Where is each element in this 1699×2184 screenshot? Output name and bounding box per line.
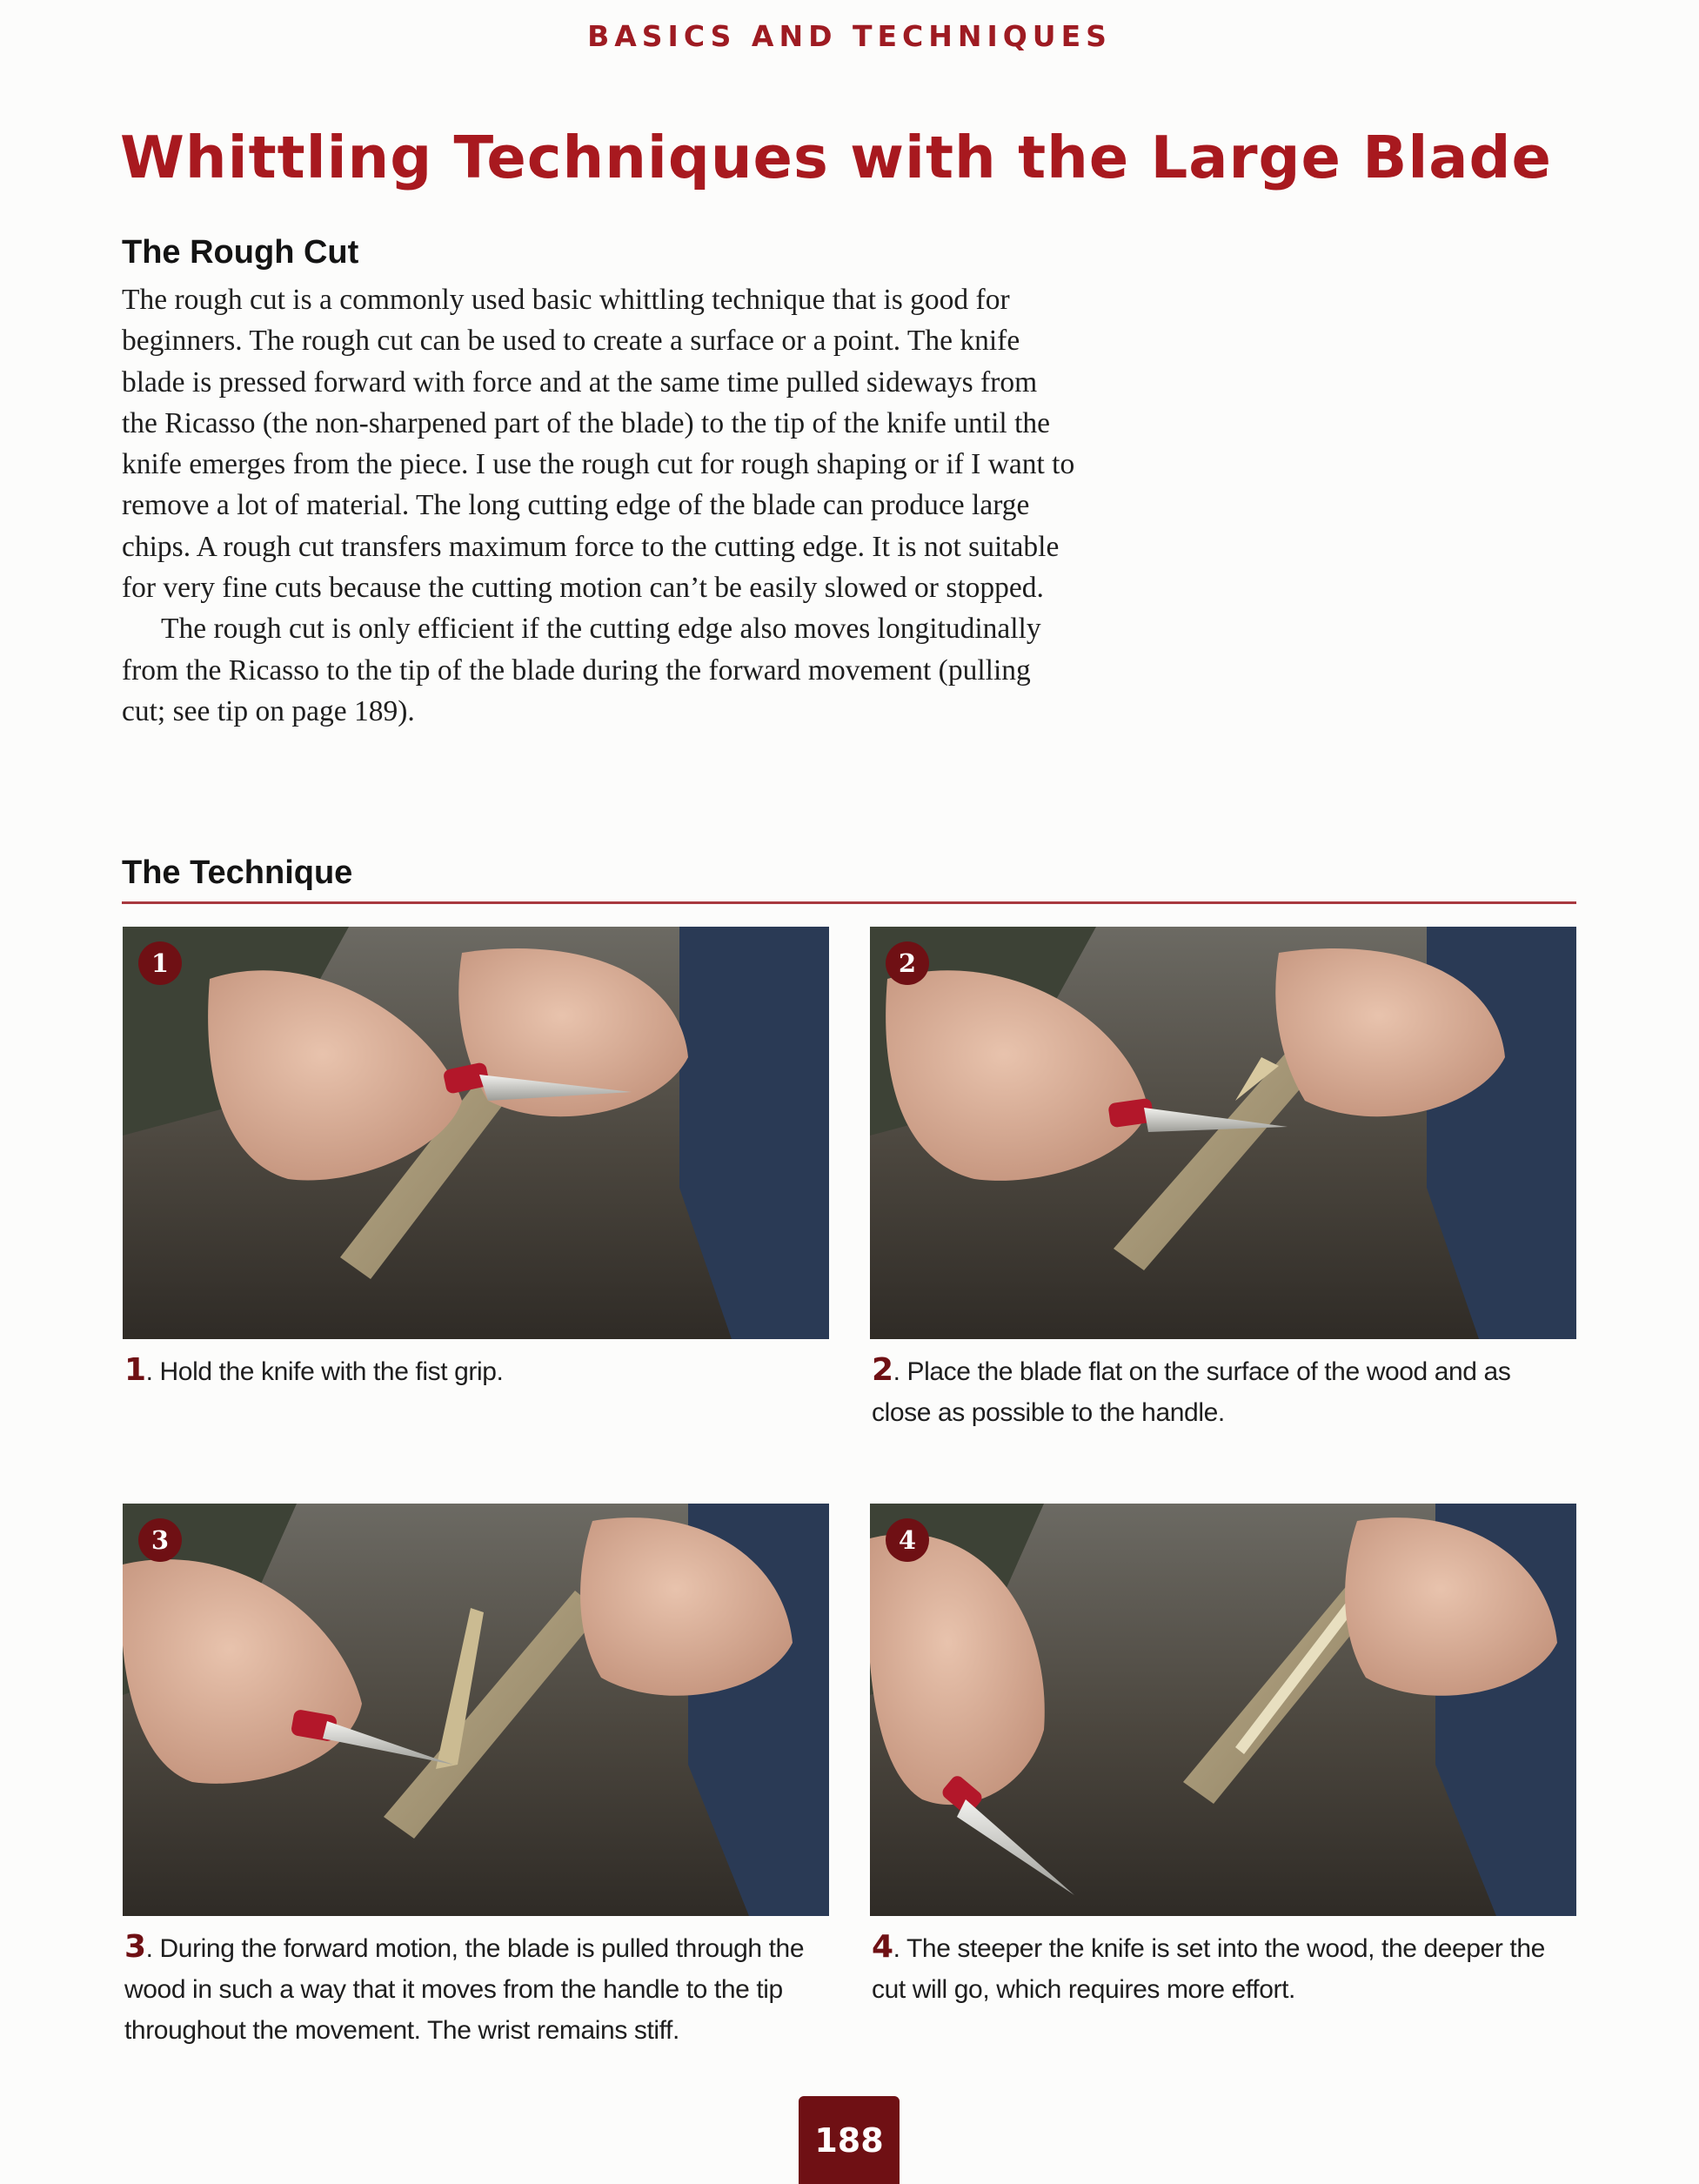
page-number: 188	[799, 2096, 900, 2184]
step-3-photo	[123, 1504, 829, 1916]
page-title: Whittling Techniques with the Large Blade	[120, 124, 1552, 191]
step-4-caption	[872, 1926, 1576, 2010]
step-3-caption-number: 3	[124, 1929, 146, 1965]
step-3-caption-text: . During the forward motion, the blade is pulled through the wood in such a way that it moves from the handle to the tip throughout the movement. The wrist remains stiff.	[124, 1934, 805, 2045]
running-head: BASICS AND TECHNIQUES	[587, 19, 1112, 53]
step-2-caption	[872, 1350, 1576, 1433]
step-1-caption-number: 1	[124, 1352, 146, 1388]
step-4-caption-number: 4	[872, 1929, 893, 1965]
step-4-photo	[870, 1504, 1576, 1916]
step-1-caption	[124, 1350, 829, 1392]
rough-cut-body	[122, 279, 1079, 732]
technique-heading: The Technique	[122, 854, 353, 891]
step-2-caption-number: 2	[872, 1352, 893, 1388]
step-4-badge: 4	[886, 1518, 929, 1562]
step-1-photo	[123, 927, 829, 1339]
step-1-caption-text: . Hold the knife with the fist grip.	[145, 1357, 504, 1386]
step-3-caption	[124, 1926, 829, 2051]
section-rule	[122, 901, 1576, 904]
step-4-caption-text: . The steeper the knife is set into the wood, the deeper the cut will go, which requires more effort.	[872, 1934, 1545, 2004]
rough-cut-heading: The Rough Cut	[122, 234, 359, 271]
step-1-badge: 1	[138, 941, 182, 985]
step-2-photo	[870, 927, 1576, 1339]
step-2-caption-text: . Place the blade flat on the surface of the wood and as close as possible to the handle.	[872, 1357, 1511, 1427]
rough-cut-paragraph-2: The rough cut is only efficient if the cutting edge also moves longitudinally from the Ricasso to the tip of the blade during the forward movement (pulling cut; see tip on page 189).	[122, 613, 1041, 727]
step-2-badge: 2	[886, 941, 929, 985]
step-3-badge: 3	[138, 1518, 182, 1562]
rough-cut-paragraph-1: The rough cut is a commonly used basic whittling technique that is good for beginners. The rough cut can be used to create a surface or a point. The knife blade is pressed forward with force and at the same time pulled sideways from the Ricasso (the non-sharpened part of the blade) to the tip of the knife until the knife emerges from the piece. I use the rough cut for rough shaping or if I want to remove a lot of material. The long cutting edge of the blade can produce large chips. A rough cut transfers maximum force to the cutting edge. It is not suitable for very fine cuts because the cutting motion can’t be easily slowed or stopped.	[122, 284, 1075, 605]
